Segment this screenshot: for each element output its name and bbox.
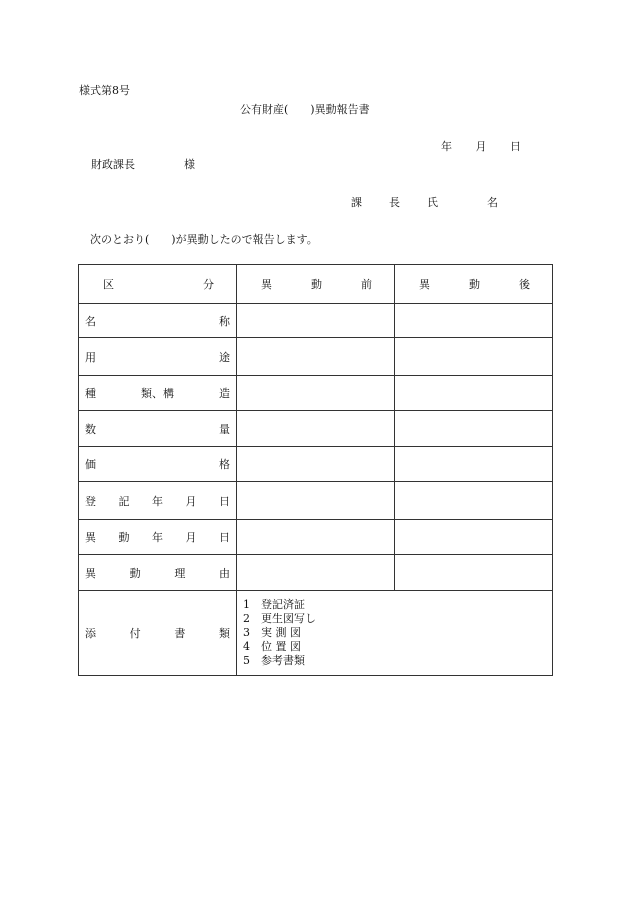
attachments-row <box>79 591 553 676</box>
row-label: 異 動 年 月 日 <box>79 520 237 555</box>
before-cell <box>237 338 395 376</box>
reporter-char: 氏 <box>427 196 438 209</box>
attachment-item: 4 位 置 図 <box>243 640 301 653</box>
table-row <box>79 376 553 411</box>
report-table <box>78 264 553 676</box>
table-row <box>79 304 553 338</box>
table-row <box>79 338 553 376</box>
body-text: 次のとおり( )が異動したので報告します。 <box>90 233 318 246</box>
table-row <box>79 447 553 482</box>
addressee-name: 財政課長 <box>91 158 135 171</box>
attachment-item: 5 参考書類 <box>243 654 305 667</box>
after-cell <box>395 555 553 591</box>
header-category: 区 分 <box>79 265 237 304</box>
reporter-char: 長 <box>389 196 400 209</box>
table-row <box>79 411 553 447</box>
before-cell <box>237 555 395 591</box>
before-cell <box>237 482 395 520</box>
before-cell <box>237 447 395 482</box>
attachment-item: 1 登記済証 <box>243 598 305 611</box>
addressee-honorific: 様 <box>184 158 195 171</box>
date-day: 日 <box>510 140 521 153</box>
row-label: 価 格 <box>79 447 237 482</box>
reporter-char: 名 <box>487 196 498 209</box>
reporter-char: 課 <box>351 196 362 209</box>
row-label: 数 量 <box>79 411 237 447</box>
attachment-item: 2 更生図写し <box>243 612 316 625</box>
after-cell <box>395 304 553 338</box>
attachments-label: 添 付 書 類 <box>79 591 237 676</box>
after-cell <box>395 482 553 520</box>
date-year: 年 <box>441 140 452 153</box>
table-row <box>79 555 553 591</box>
row-label: 登 記 年 月 日 <box>79 482 237 520</box>
before-cell <box>237 304 395 338</box>
row-label: 名 称 <box>79 304 237 338</box>
reporter-line <box>351 194 498 210</box>
attachments-list <box>237 591 553 676</box>
header-before: 異 動 前 <box>237 265 395 304</box>
before-cell <box>237 376 395 411</box>
table-row <box>79 520 553 555</box>
row-label: 用 途 <box>79 338 237 376</box>
date-line <box>441 138 521 154</box>
form-number: 様式第8号 <box>79 84 130 97</box>
row-label: 異 動 理 由 <box>79 555 237 591</box>
attachment-item: 3 実 測 図 <box>243 626 301 639</box>
before-cell <box>237 520 395 555</box>
before-cell <box>237 411 395 447</box>
table-header-row <box>79 265 553 304</box>
after-cell <box>395 411 553 447</box>
date-month: 月 <box>475 140 487 153</box>
after-cell <box>395 338 553 376</box>
after-cell <box>395 520 553 555</box>
form-title: 公有財産( )異動報告書 <box>240 103 370 116</box>
row-label: 種 類、構 造 <box>79 376 237 411</box>
table-row <box>79 482 553 520</box>
after-cell <box>395 376 553 411</box>
after-cell <box>395 447 553 482</box>
header-after: 異 動 後 <box>395 265 553 304</box>
